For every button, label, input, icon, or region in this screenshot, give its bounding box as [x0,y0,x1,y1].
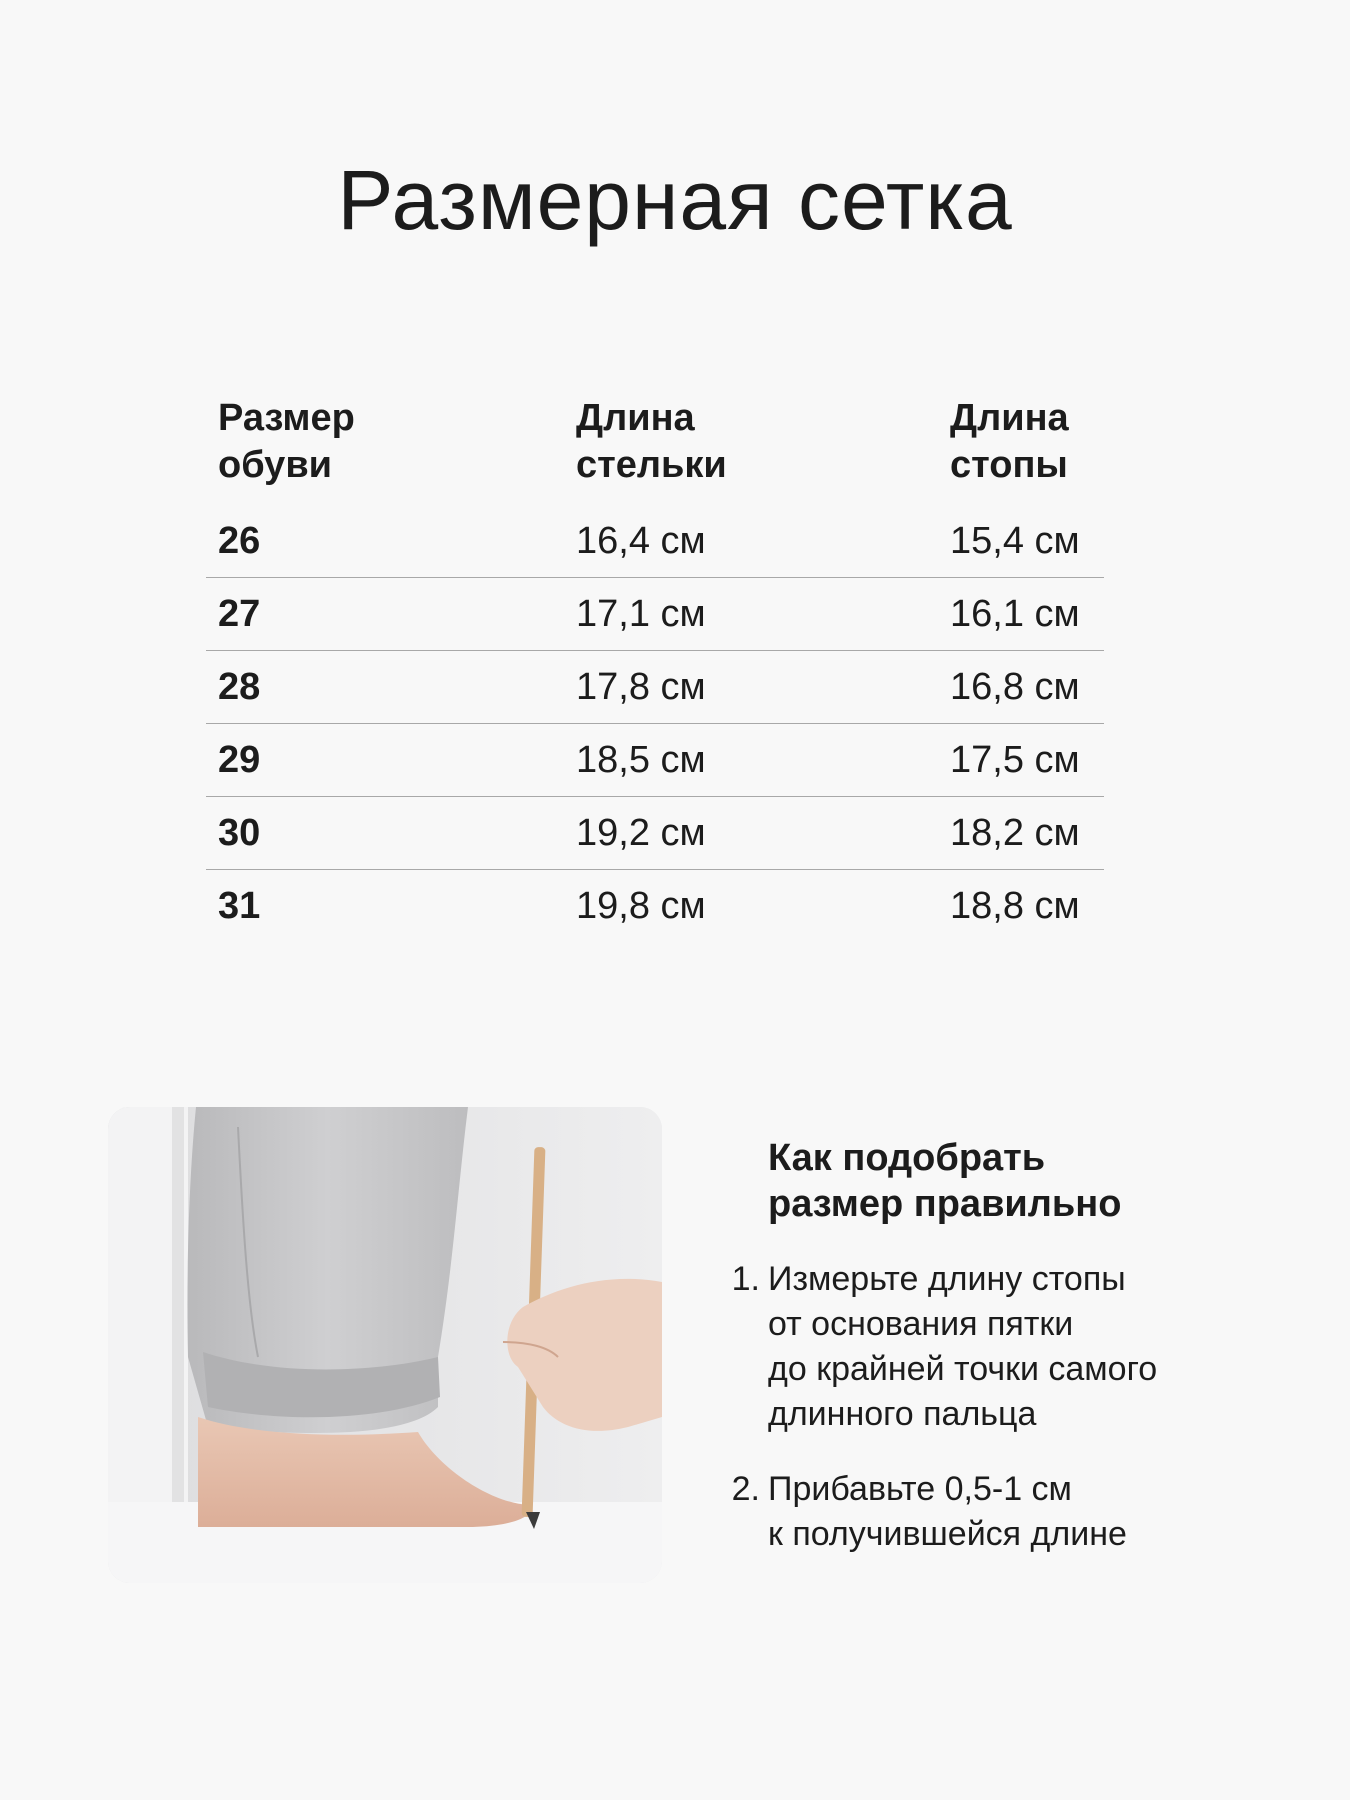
table-row [206,651,1104,724]
cell-insole: 17,1 см [576,593,706,635]
table-header [206,395,1104,505]
table-row [206,870,1104,943]
header-shoe-size: Размер обуви [218,397,355,486]
foot-measurement-photo [108,1107,662,1583]
cell-foot: 18,2 см [950,812,1080,854]
step-number: 1. [731,1260,760,1298]
cell-insole: 16,4 см [576,520,706,562]
header-foot-length: Длина стопы [950,397,1069,486]
cell-insole: 18,5 см [576,739,706,781]
cell-insole: 19,8 см [576,885,706,927]
table-row [206,578,1104,651]
cell-foot: 15,4 см [950,520,1080,562]
cell-insole: 17,8 см [576,666,706,708]
header-insole-length: Длина стельки [576,397,727,486]
cell-size: 31 [218,885,261,927]
cell-foot: 16,1 см [950,593,1080,635]
table-row [206,505,1104,578]
cell-size: 30 [218,812,261,854]
cell-foot: 18,8 см [950,885,1080,927]
step-item: 2. Прибавьте 0,5-1 см к получившейся длине [768,1467,1328,1557]
cell-size: 26 [218,520,261,562]
page-title: Размерная сетка [337,153,1013,247]
cell-size: 29 [218,739,261,781]
cell-foot: 17,5 см [950,739,1080,781]
step-number: 2. [731,1470,760,1508]
cell-size: 28 [218,666,261,708]
cell-insole: 19,2 см [576,812,706,854]
size-table [206,395,1104,943]
table-row [206,797,1104,870]
how-to-heading: Как подобрать размер правильно [768,1137,1122,1225]
cell-size: 27 [218,593,261,635]
step-item: 1. Измерьте длину стопы от основания пятки до крайней точки самого длинного пальца [768,1257,1328,1437]
table-row [206,724,1104,797]
steps-list [731,1257,1328,1557]
cell-foot: 16,8 см [950,666,1080,708]
how-to-section [731,1135,1328,1587]
